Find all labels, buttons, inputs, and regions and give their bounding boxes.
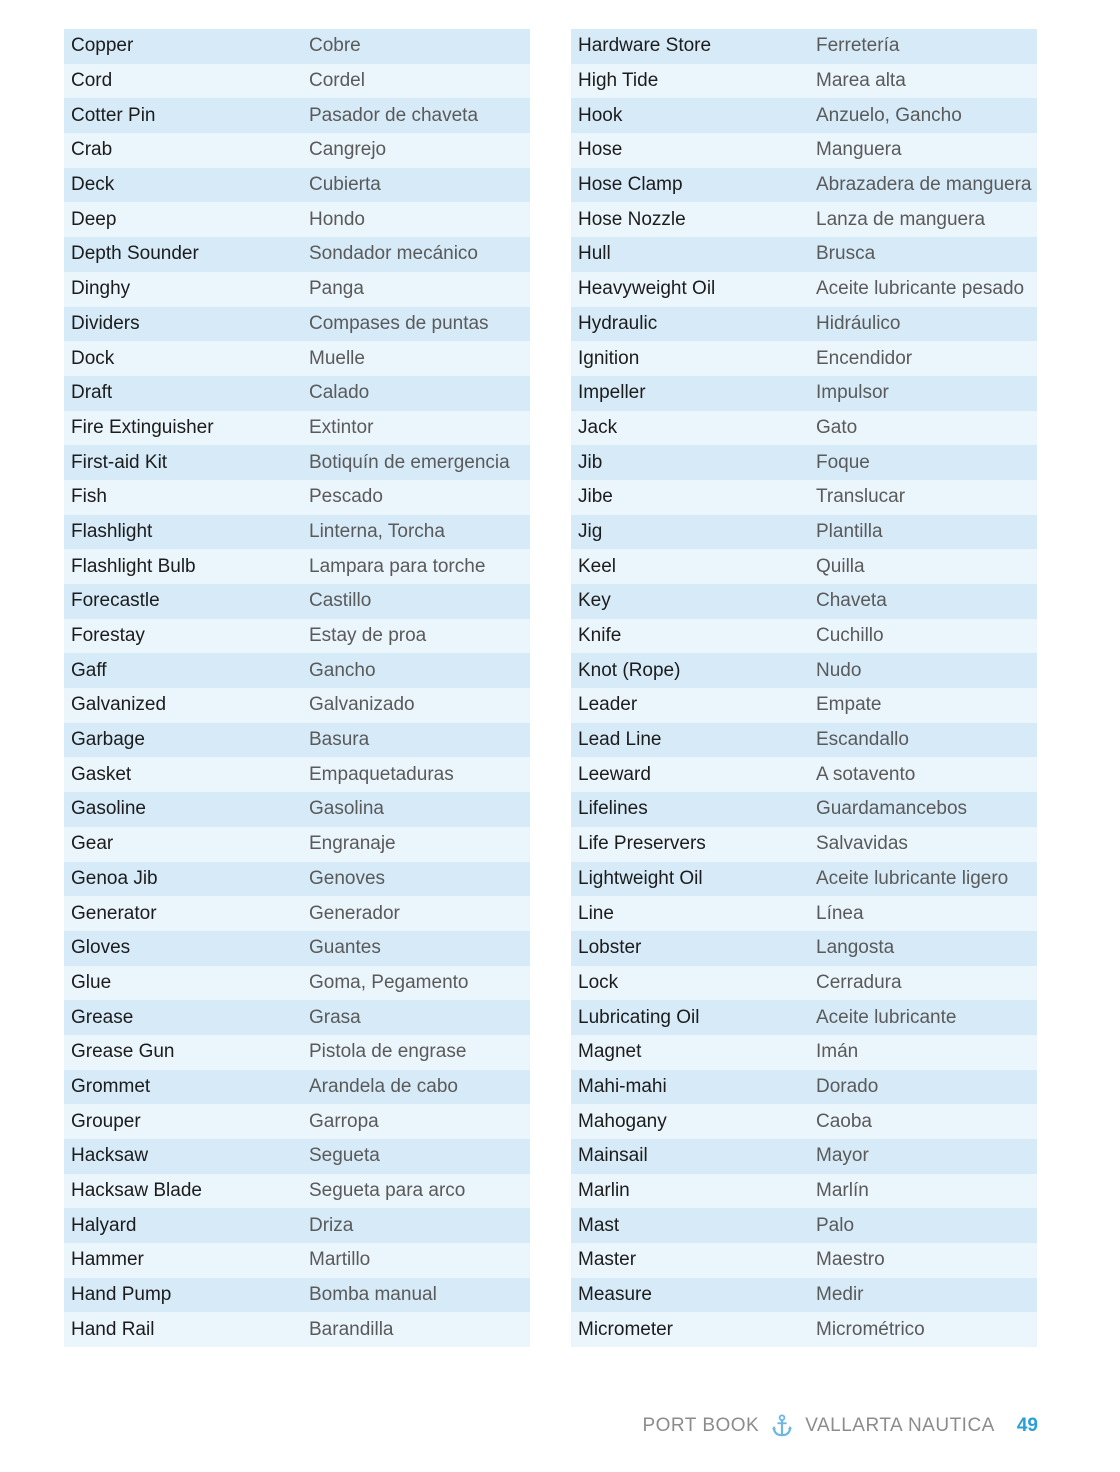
english-term: Forecastle <box>71 590 160 612</box>
glossary-row <box>571 1104 1037 1139</box>
spanish-term: Arandela de cabo <box>309 1075 458 1097</box>
glossary-row <box>571 1035 1037 1070</box>
english-term: Jack <box>578 416 618 438</box>
spanish-term: Escandallo <box>816 729 909 751</box>
glossary-row <box>64 619 530 654</box>
english-term: Marlin <box>578 1180 630 1202</box>
spanish-term: Gancho <box>309 659 376 681</box>
spanish-term: Extintor <box>309 416 374 438</box>
english-term: First-aid Kit <box>71 451 168 473</box>
spanish-term: Aceite lubricante pesado <box>816 278 1025 300</box>
glossary-row <box>64 549 530 584</box>
glossary-row <box>64 29 530 64</box>
english-term: Dinghy <box>71 278 131 300</box>
glossary-row <box>64 827 530 862</box>
spanish-term: Barandilla <box>309 1318 394 1340</box>
spanish-term: Translucar <box>816 486 906 508</box>
glossary-row <box>571 931 1037 966</box>
english-term: High Tide <box>578 70 659 92</box>
spanish-term: Quilla <box>816 555 865 577</box>
english-term: Gaff <box>71 659 107 681</box>
english-term: Deep <box>71 208 117 230</box>
glossary-row <box>64 341 530 376</box>
english-term: Lock <box>578 971 619 993</box>
page-number: 49 <box>1016 1415 1038 1436</box>
glossary-row <box>571 653 1037 688</box>
glossary-row <box>571 1139 1037 1174</box>
glossary-row <box>64 1000 530 1035</box>
english-term: Hand Pump <box>71 1284 172 1306</box>
spanish-term: Salvavidas <box>816 833 908 855</box>
glossary-row <box>571 827 1037 862</box>
spanish-term: Hidráulico <box>816 312 901 334</box>
footer-portbook-label: PORT BOOK <box>642 1415 760 1436</box>
spanish-term: Nudo <box>816 659 862 681</box>
spanish-term: Muelle <box>309 347 365 369</box>
english-term: Draft <box>71 382 113 404</box>
spanish-term: Gasolina <box>309 798 384 820</box>
spanish-term: Sondador mecánico <box>309 243 478 265</box>
english-term: Dock <box>71 347 115 369</box>
glossary-row <box>64 792 530 827</box>
spanish-term: Gato <box>816 416 858 438</box>
english-term: Grommet <box>71 1075 151 1097</box>
spanish-term: Encendidor <box>816 347 913 369</box>
glossary-row <box>64 723 530 758</box>
glossary-row <box>64 1104 530 1139</box>
glossary-row <box>64 98 530 133</box>
spanish-term: Impulsor <box>816 382 889 404</box>
glossary-row <box>64 1139 530 1174</box>
english-term: Grease <box>71 1006 134 1028</box>
spanish-term: Manguera <box>816 139 902 161</box>
glossary-row <box>571 168 1037 203</box>
glossary-row <box>571 584 1037 619</box>
english-term: Generator <box>71 902 157 924</box>
spanish-term: Cubierta <box>309 174 381 196</box>
glossary-table-right <box>571 29 1037 1347</box>
spanish-term: Imán <box>816 1041 859 1063</box>
glossary-row <box>571 480 1037 515</box>
english-term: Hose Nozzle <box>578 208 686 230</box>
english-term: Hacksaw <box>71 1145 149 1167</box>
glossary-row <box>571 307 1037 342</box>
spanish-term: Lampara para torche <box>309 555 486 577</box>
english-term: Galvanized <box>71 694 167 716</box>
glossary-row <box>571 411 1037 446</box>
spanish-term: Cuchillo <box>816 625 884 647</box>
glossary-row <box>571 445 1037 480</box>
spanish-term: Calado <box>309 382 370 404</box>
english-term: Jig <box>578 520 603 542</box>
glossary-row <box>571 549 1037 584</box>
english-term: Genoa Jib <box>71 867 158 889</box>
english-term: Jib <box>578 451 603 473</box>
english-term: Hammer <box>71 1249 144 1271</box>
glossary-row <box>64 688 530 723</box>
spanish-term: Medir <box>816 1284 864 1306</box>
spanish-term: Caoba <box>816 1110 872 1132</box>
spanish-term: Botiquín de emergencia <box>309 451 510 473</box>
english-term: Depth Sounder <box>71 243 199 265</box>
glossary-row <box>64 272 530 307</box>
spanish-term: Linterna, Torcha <box>309 520 445 542</box>
english-term: Forestay <box>71 625 145 647</box>
english-term: Mast <box>578 1214 620 1236</box>
glossary-row <box>64 202 530 237</box>
spanish-term: Plantilla <box>816 520 883 542</box>
spanish-term: Martillo <box>309 1249 371 1271</box>
spanish-term: Guantes <box>309 937 381 959</box>
spanish-term: A sotavento <box>816 763 916 785</box>
glossary-row <box>571 1000 1037 1035</box>
english-term: Keel <box>578 555 617 577</box>
spanish-term: Ferretería <box>816 35 900 57</box>
spanish-term: Chaveta <box>816 590 887 612</box>
english-term: Mahogany <box>578 1110 667 1132</box>
glossary-row <box>571 376 1037 411</box>
english-term: Hand Rail <box>71 1318 155 1340</box>
spanish-term: Driza <box>309 1214 354 1236</box>
glossary-row <box>64 1243 530 1278</box>
english-term: Gasoline <box>71 798 146 820</box>
english-term: Hose <box>578 139 623 161</box>
english-term: Grease Gun <box>71 1041 175 1063</box>
english-term: Cord <box>71 70 113 92</box>
glossary-row <box>571 862 1037 897</box>
spanish-term: Empate <box>816 694 882 716</box>
glossary-row <box>64 168 530 203</box>
english-term: Hull <box>578 243 611 265</box>
spanish-term: Aceite lubricante <box>816 1006 957 1028</box>
spanish-term: Foque <box>816 451 870 473</box>
glossary-row <box>571 1070 1037 1105</box>
english-term: Lifelines <box>578 798 648 820</box>
spanish-term: Dorado <box>816 1075 879 1097</box>
english-term: Hydraulic <box>578 312 658 334</box>
english-term: Gloves <box>71 937 131 959</box>
spanish-term: Marlín <box>816 1180 869 1202</box>
spanish-term: Mayor <box>816 1145 869 1167</box>
english-term: Deck <box>71 174 115 196</box>
anchor-icon <box>771 1414 793 1438</box>
spanish-term: Genoves <box>309 867 386 889</box>
english-term: Fire Extinguisher <box>71 416 214 438</box>
glossary-row <box>571 1174 1037 1209</box>
page-footer <box>642 1412 1038 1440</box>
spanish-term: Aceite lubricante ligero <box>816 867 1009 889</box>
glossary-row <box>64 931 530 966</box>
glossary-row <box>64 411 530 446</box>
glossary-row <box>64 1035 530 1070</box>
glossary-row <box>64 1278 530 1313</box>
spanish-term: Abrazadera de manguera <box>816 174 1032 196</box>
glossary-row <box>64 1312 530 1347</box>
english-term: Leeward <box>578 763 651 785</box>
spanish-term: Compases de puntas <box>309 312 489 334</box>
glossary-row <box>64 445 530 480</box>
glossary-row <box>571 792 1037 827</box>
glossary-row <box>64 64 530 99</box>
spanish-term: Cangrejo <box>309 139 387 161</box>
glossary-row <box>64 966 530 1001</box>
spanish-term: Galvanizado <box>309 694 415 716</box>
english-term: Halyard <box>71 1214 137 1236</box>
spanish-term: Línea <box>816 902 864 924</box>
spanish-term: Garropa <box>309 1110 379 1132</box>
english-term: Copper <box>71 35 134 57</box>
english-term: Hardware Store <box>578 35 712 57</box>
glossary-row <box>64 1070 530 1105</box>
spanish-term: Estay de proa <box>309 625 427 647</box>
english-term: Leader <box>578 694 638 716</box>
english-term: Dividers <box>71 312 140 334</box>
english-term: Jibe <box>578 486 613 508</box>
glossary-row <box>64 862 530 897</box>
glossary-row <box>571 237 1037 272</box>
english-term: Line <box>578 902 614 924</box>
english-term: Magnet <box>578 1041 642 1063</box>
spanish-term: Cerradura <box>816 971 902 993</box>
english-term: Mahi-mahi <box>578 1075 667 1097</box>
spanish-term: Empaquetaduras <box>309 763 454 785</box>
english-term: Gear <box>71 833 114 855</box>
footer-brand-label: VALLARTA NAUTICA <box>805 1415 995 1436</box>
glossary-row <box>571 757 1037 792</box>
english-term: Flashlight <box>71 520 153 542</box>
spanish-term: Engranaje <box>309 833 396 855</box>
spanish-term: Pasador de chaveta <box>309 104 479 126</box>
spanish-term: Guardamancebos <box>816 798 968 820</box>
spanish-term: Langosta <box>816 937 895 959</box>
english-term: Lubricating Oil <box>578 1006 700 1028</box>
glossary-row <box>64 133 530 168</box>
glossary-row <box>64 757 530 792</box>
spanish-term: Basura <box>309 729 370 751</box>
glossary-row <box>571 896 1037 931</box>
glossary-row <box>571 1243 1037 1278</box>
english-term: Knot (Rope) <box>578 659 681 681</box>
english-term: Grouper <box>71 1110 141 1132</box>
english-term: Measure <box>578 1284 652 1306</box>
glossary-row <box>571 723 1037 758</box>
glossary-row <box>64 376 530 411</box>
glossary-row <box>571 98 1037 133</box>
glossary-row <box>571 1312 1037 1347</box>
english-term: Crab <box>71 139 113 161</box>
spanish-term: Segueta para arco <box>309 1180 466 1202</box>
spanish-term: Cobre <box>309 35 361 57</box>
english-term: Master <box>578 1249 637 1271</box>
glossary-row <box>64 653 530 688</box>
spanish-term: Anzuelo, Gancho <box>816 104 962 126</box>
spanish-term: Bomba manual <box>309 1284 437 1306</box>
glossary-row <box>64 584 530 619</box>
english-term: Hook <box>578 104 623 126</box>
english-term: Hose Clamp <box>578 174 683 196</box>
english-term: Lobster <box>578 937 642 959</box>
glossary-row <box>64 480 530 515</box>
spanish-term: Maestro <box>816 1249 885 1271</box>
spanish-term: Grasa <box>309 1006 361 1028</box>
glossary-row <box>571 272 1037 307</box>
glossary-row <box>571 515 1037 550</box>
english-term: Glue <box>71 971 112 993</box>
spanish-term: Panga <box>309 278 364 300</box>
glossary-row <box>64 1174 530 1209</box>
glossary-table-left <box>64 29 530 1347</box>
spanish-term: Palo <box>816 1214 855 1236</box>
glossary-row <box>64 896 530 931</box>
spanish-term: Goma, Pegamento <box>309 971 469 993</box>
glossary-row <box>571 688 1037 723</box>
spanish-term: Generador <box>309 902 400 924</box>
spanish-term: Pescado <box>309 486 383 508</box>
english-term: Fish <box>71 486 107 508</box>
glossary-row <box>571 29 1037 64</box>
spanish-term: Castillo <box>309 590 372 612</box>
glossary-row <box>571 619 1037 654</box>
glossary-row <box>571 966 1037 1001</box>
glossary-row <box>64 307 530 342</box>
english-term: Micrometer <box>578 1318 674 1340</box>
english-term: Lightweight Oil <box>578 867 703 889</box>
english-term: Garbage <box>71 729 145 751</box>
english-term: Heavyweight Oil <box>578 278 716 300</box>
english-term: Impeller <box>578 382 646 404</box>
spanish-term: Brusca <box>816 243 876 265</box>
glossary-row <box>571 202 1037 237</box>
english-term: Key <box>578 590 611 612</box>
english-term: Mainsail <box>578 1145 648 1167</box>
glossary-row <box>64 515 530 550</box>
english-term: Flashlight Bulb <box>71 555 196 577</box>
english-term: Cotter Pin <box>71 104 156 126</box>
english-term: Ignition <box>578 347 640 369</box>
glossary-row <box>64 237 530 272</box>
spanish-term: Micrométrico <box>816 1318 925 1340</box>
english-term: Life Preservers <box>578 833 706 855</box>
spanish-term: Segueta <box>309 1145 380 1167</box>
glossary-row <box>571 1278 1037 1313</box>
english-term: Hacksaw Blade <box>71 1180 202 1202</box>
glossary-row <box>571 341 1037 376</box>
glossary-row <box>571 64 1037 99</box>
english-term: Lead Line <box>578 729 662 751</box>
spanish-term: Lanza de manguera <box>816 208 986 230</box>
glossary-row <box>571 133 1037 168</box>
glossary-row <box>64 1208 530 1243</box>
spanish-term: Hondo <box>309 208 365 230</box>
glossary-row <box>571 1208 1037 1243</box>
spanish-term: Marea alta <box>816 70 906 92</box>
spanish-term: Pistola de engrase <box>309 1041 467 1063</box>
english-term: Gasket <box>71 763 132 785</box>
english-term: Knife <box>578 625 622 647</box>
spanish-term: Cordel <box>309 70 365 92</box>
